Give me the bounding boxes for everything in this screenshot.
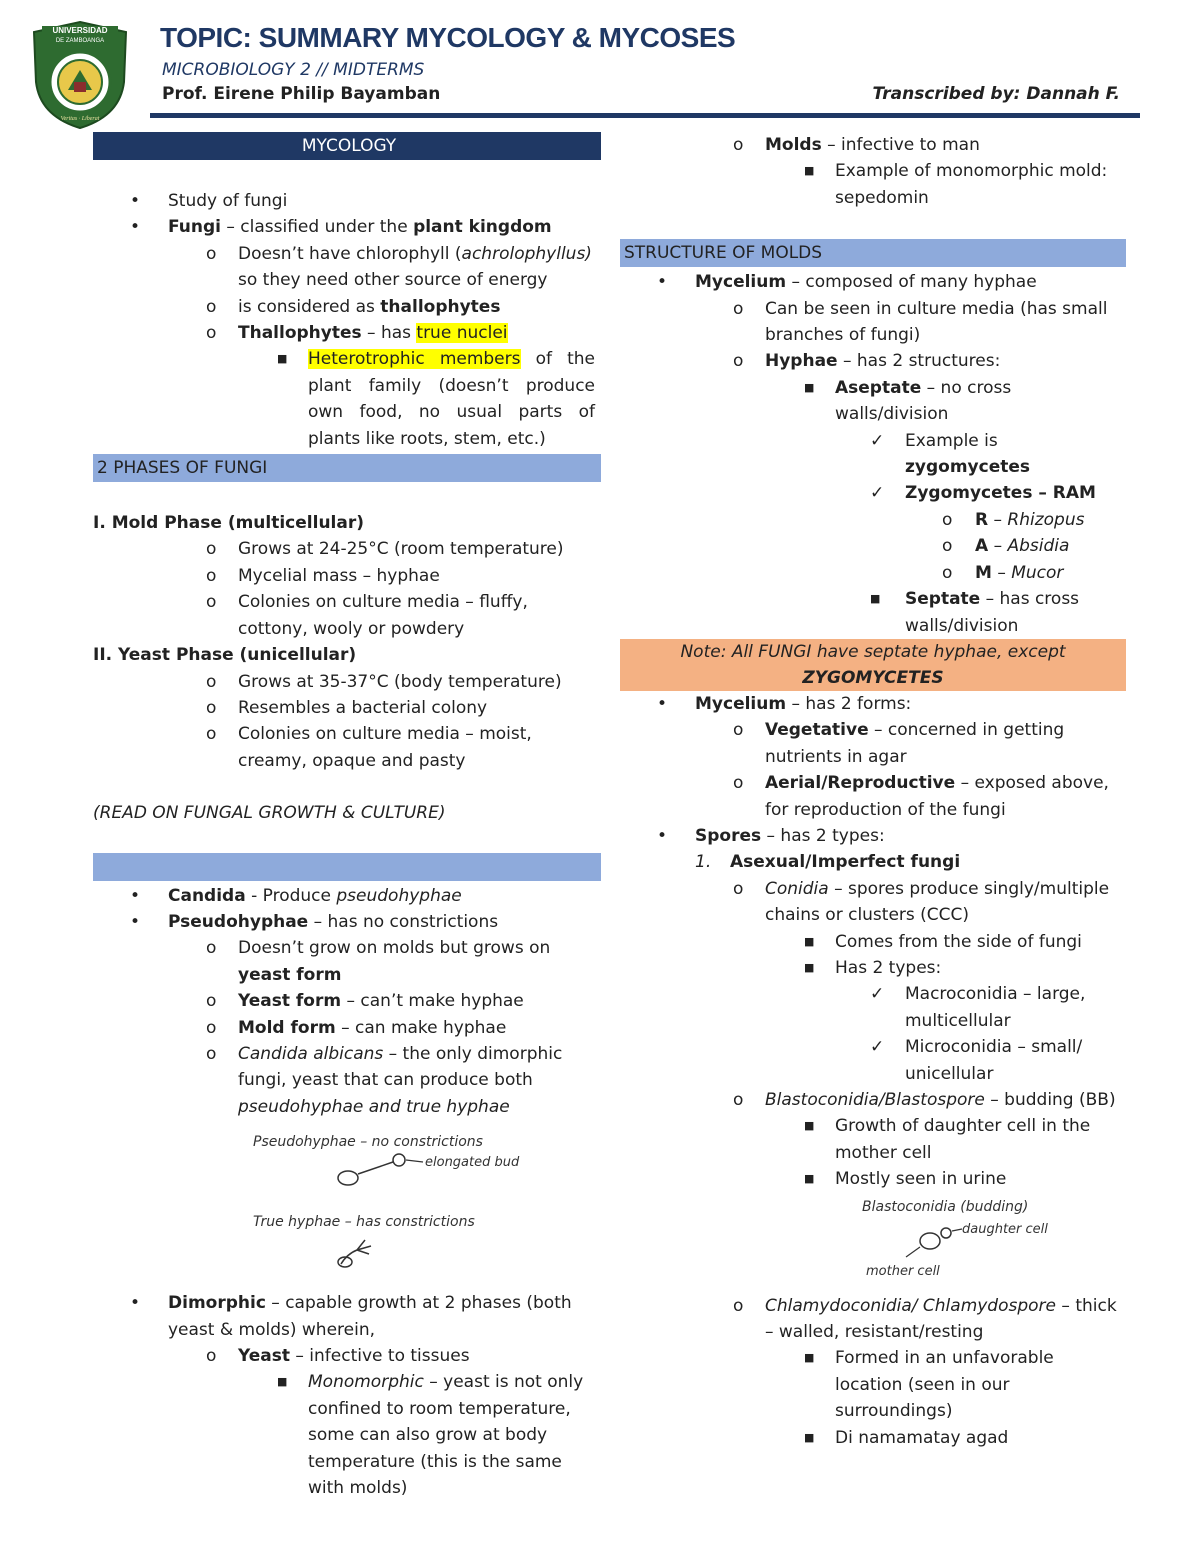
list-item: o Mold form – can make hyphae [206, 1017, 507, 1038]
mold-phase-heading: I. Mold Phase (multicellular) [93, 513, 364, 534]
list-item: ■ Di namamatay agad [804, 1427, 1009, 1448]
list-item: o Resembles a bacterial colony [206, 697, 488, 718]
course-subtitle: MICROBIOLOGY 2 // MIDTERMS [162, 60, 425, 80]
sketch-blastoconidia-label: Blastoconidia (budding) [862, 1198, 1029, 1215]
list-item: ✓ Microconidia – small/ unicellular [870, 1037, 1083, 1084]
list-item: o R – Rhizopus [942, 509, 1085, 530]
page-title: TOPIC: SUMMARY MYCOLOGY & MYCOSES [160, 22, 736, 53]
section-heading-phases: 2 PHASES OF FUNGI [93, 454, 601, 482]
list-item: o Thallophytes – has true nuclei [206, 323, 508, 344]
list-item: o A – Absidia [942, 536, 1070, 557]
list-item: o Blastoconidia/Blastospore – budding (BB) [733, 1090, 1116, 1110]
list-item: o Hyphae – has 2 structures: [733, 351, 1001, 372]
list-item: ✓ Macroconidia – large, multicellular [870, 984, 1086, 1031]
professor-name: Prof. Eirene Philip Bayamban [162, 84, 441, 104]
list-item: 1. Asexual/Imperfect fungi [695, 852, 961, 873]
right-column [620, 132, 1126, 1451]
yeast-phase-heading: II. Yeast Phase (unicellular) [93, 645, 357, 666]
blastoconidia-sketch [860, 1193, 1120, 1293]
sketch-true-hyphae-label: True hyphae – has constrictions [253, 1214, 475, 1231]
list-item: o M – Mucor [942, 562, 1064, 583]
list-item: ■ Septate – has cross walls/division [870, 589, 1080, 636]
svg-text:Veritas · Liberat: Veritas · Liberat [60, 116, 100, 122]
header-rule [150, 113, 1140, 118]
list-item: • Pseudohyphae – has no constrictions [130, 911, 499, 932]
list-item: o Doesn’t have chlorophyll (achrolophyllus) so they need other source of energy [206, 243, 592, 291]
list-item: o Aerial/Reproductive – exposed above, for reproduction of the fungi [733, 773, 1109, 820]
list-item: • Fungi – classified under the plant kingdom [130, 217, 552, 238]
svg-text:DE ZAMBOANGA: DE ZAMBOANGA [55, 38, 105, 44]
list-item: o Molds – infective to man [733, 135, 980, 155]
list-item: ✓ Zygomycetes – RAM [870, 483, 1096, 504]
list-item: ■ Has 2 types: [804, 957, 942, 978]
section-heading-blank [93, 853, 601, 881]
list-item: o Can be seen in culture media (has small branches of fungi) [733, 298, 1108, 346]
list-item: o Chlamydoconidia/ Chlamydospore – thick – walled, resistant/resting [733, 1295, 1117, 1343]
list-item: o is considered as thallophytes [206, 296, 501, 317]
list-item: ■ Monomorphic – yeast is not only confined to room temperature, some can also grow at body temperature (this is the same with molds) [277, 1372, 584, 1499]
list-item: o Mycelial mass – hyphae [206, 565, 440, 586]
read-note: (READ ON FUNGAL GROWTH & CULTURE) [93, 803, 446, 824]
list-item: o Colonies on culture media – moist, creamy, opaque and pasty [206, 724, 532, 771]
list-item: • Mycelium – composed of many hyphae [657, 272, 1037, 293]
list-item: o Grows at 24-25°C (room temperature) [206, 539, 564, 560]
svg-text:UNIVERSIDAD: UNIVERSIDAD [52, 26, 108, 35]
left-column [93, 132, 601, 1501]
university-seal-logo [30, 20, 130, 130]
section-heading-mycology: MYCOLOGY [93, 132, 601, 160]
sketch-pseudohyphae-label: Pseudohyphae – no constrictions [253, 1134, 483, 1151]
list-item: • Dimorphic – capable growth at 2 phases (both yeast & molds) wherein, [130, 1293, 572, 1340]
list-item: o Yeast – infective to tissues [206, 1346, 470, 1366]
transcriber-credit: Transcribed by: Dannah F. [872, 84, 1120, 104]
list-item: o Grows at 35-37°C (body temperature) [206, 671, 562, 692]
list-item: • Spores – has 2 types: [657, 825, 885, 846]
list-item: ■ Example of monomorphic mold: sepedomin [804, 161, 1108, 208]
list-item: o Candida albicans – the only dimorphic fungi, yeast that can produce both pseudohyphae and true hyphae [206, 1043, 563, 1117]
septate-note: Note: All FUNGI have septate hyphae, except ZYGOMYCETES [620, 639, 1126, 691]
list-item: ■ Mostly seen in urine [804, 1169, 1007, 1190]
list-item: ■ Comes from the side of fungi [804, 931, 1082, 952]
list-item: ■ Aseptate – no cross walls/division [804, 377, 1012, 425]
sketch-elongated-bud: elongated bud [425, 1155, 520, 1171]
list-item: o Conidia – spores produce singly/multiple chains or clusters (CCC) [733, 878, 1110, 926]
hyphae-sketch [253, 1126, 573, 1286]
list-item: ✓ Example is zygomycetes [870, 430, 1031, 478]
sketch-mother-cell: mother cell [866, 1263, 940, 1279]
list-item: ■ Heterotrophic members of the plant family (doesn’t produce own food, no usual parts of plants like roots, stem, etc.) [277, 349, 596, 449]
list-item: o Colonies on culture media – fluffy, cottony, wooly or powdery [206, 592, 528, 639]
list-item: • Mycelium – has 2 forms: [657, 693, 912, 714]
sketch-daughter-cell: daughter cell [962, 1221, 1048, 1237]
section-heading-structure: STRUCTURE OF MOLDS [620, 239, 1126, 267]
list-item: o Yeast form – can’t make hyphae [206, 991, 524, 1012]
list-item: ■ Formed in an unfavorable location (seen in our surroundings) [804, 1348, 1054, 1422]
list-item: o Doesn’t grow on molds but grows on yeast form [206, 938, 551, 985]
list-item: ■ Growth of daughter cell in the mother cell [804, 1116, 1091, 1163]
list-item: o Vegetative – concerned in getting nutrients in agar [733, 720, 1065, 767]
list-item: • Study of fungi [130, 191, 288, 211]
list-item: • Candida - Produce pseudohyphae [130, 885, 462, 906]
